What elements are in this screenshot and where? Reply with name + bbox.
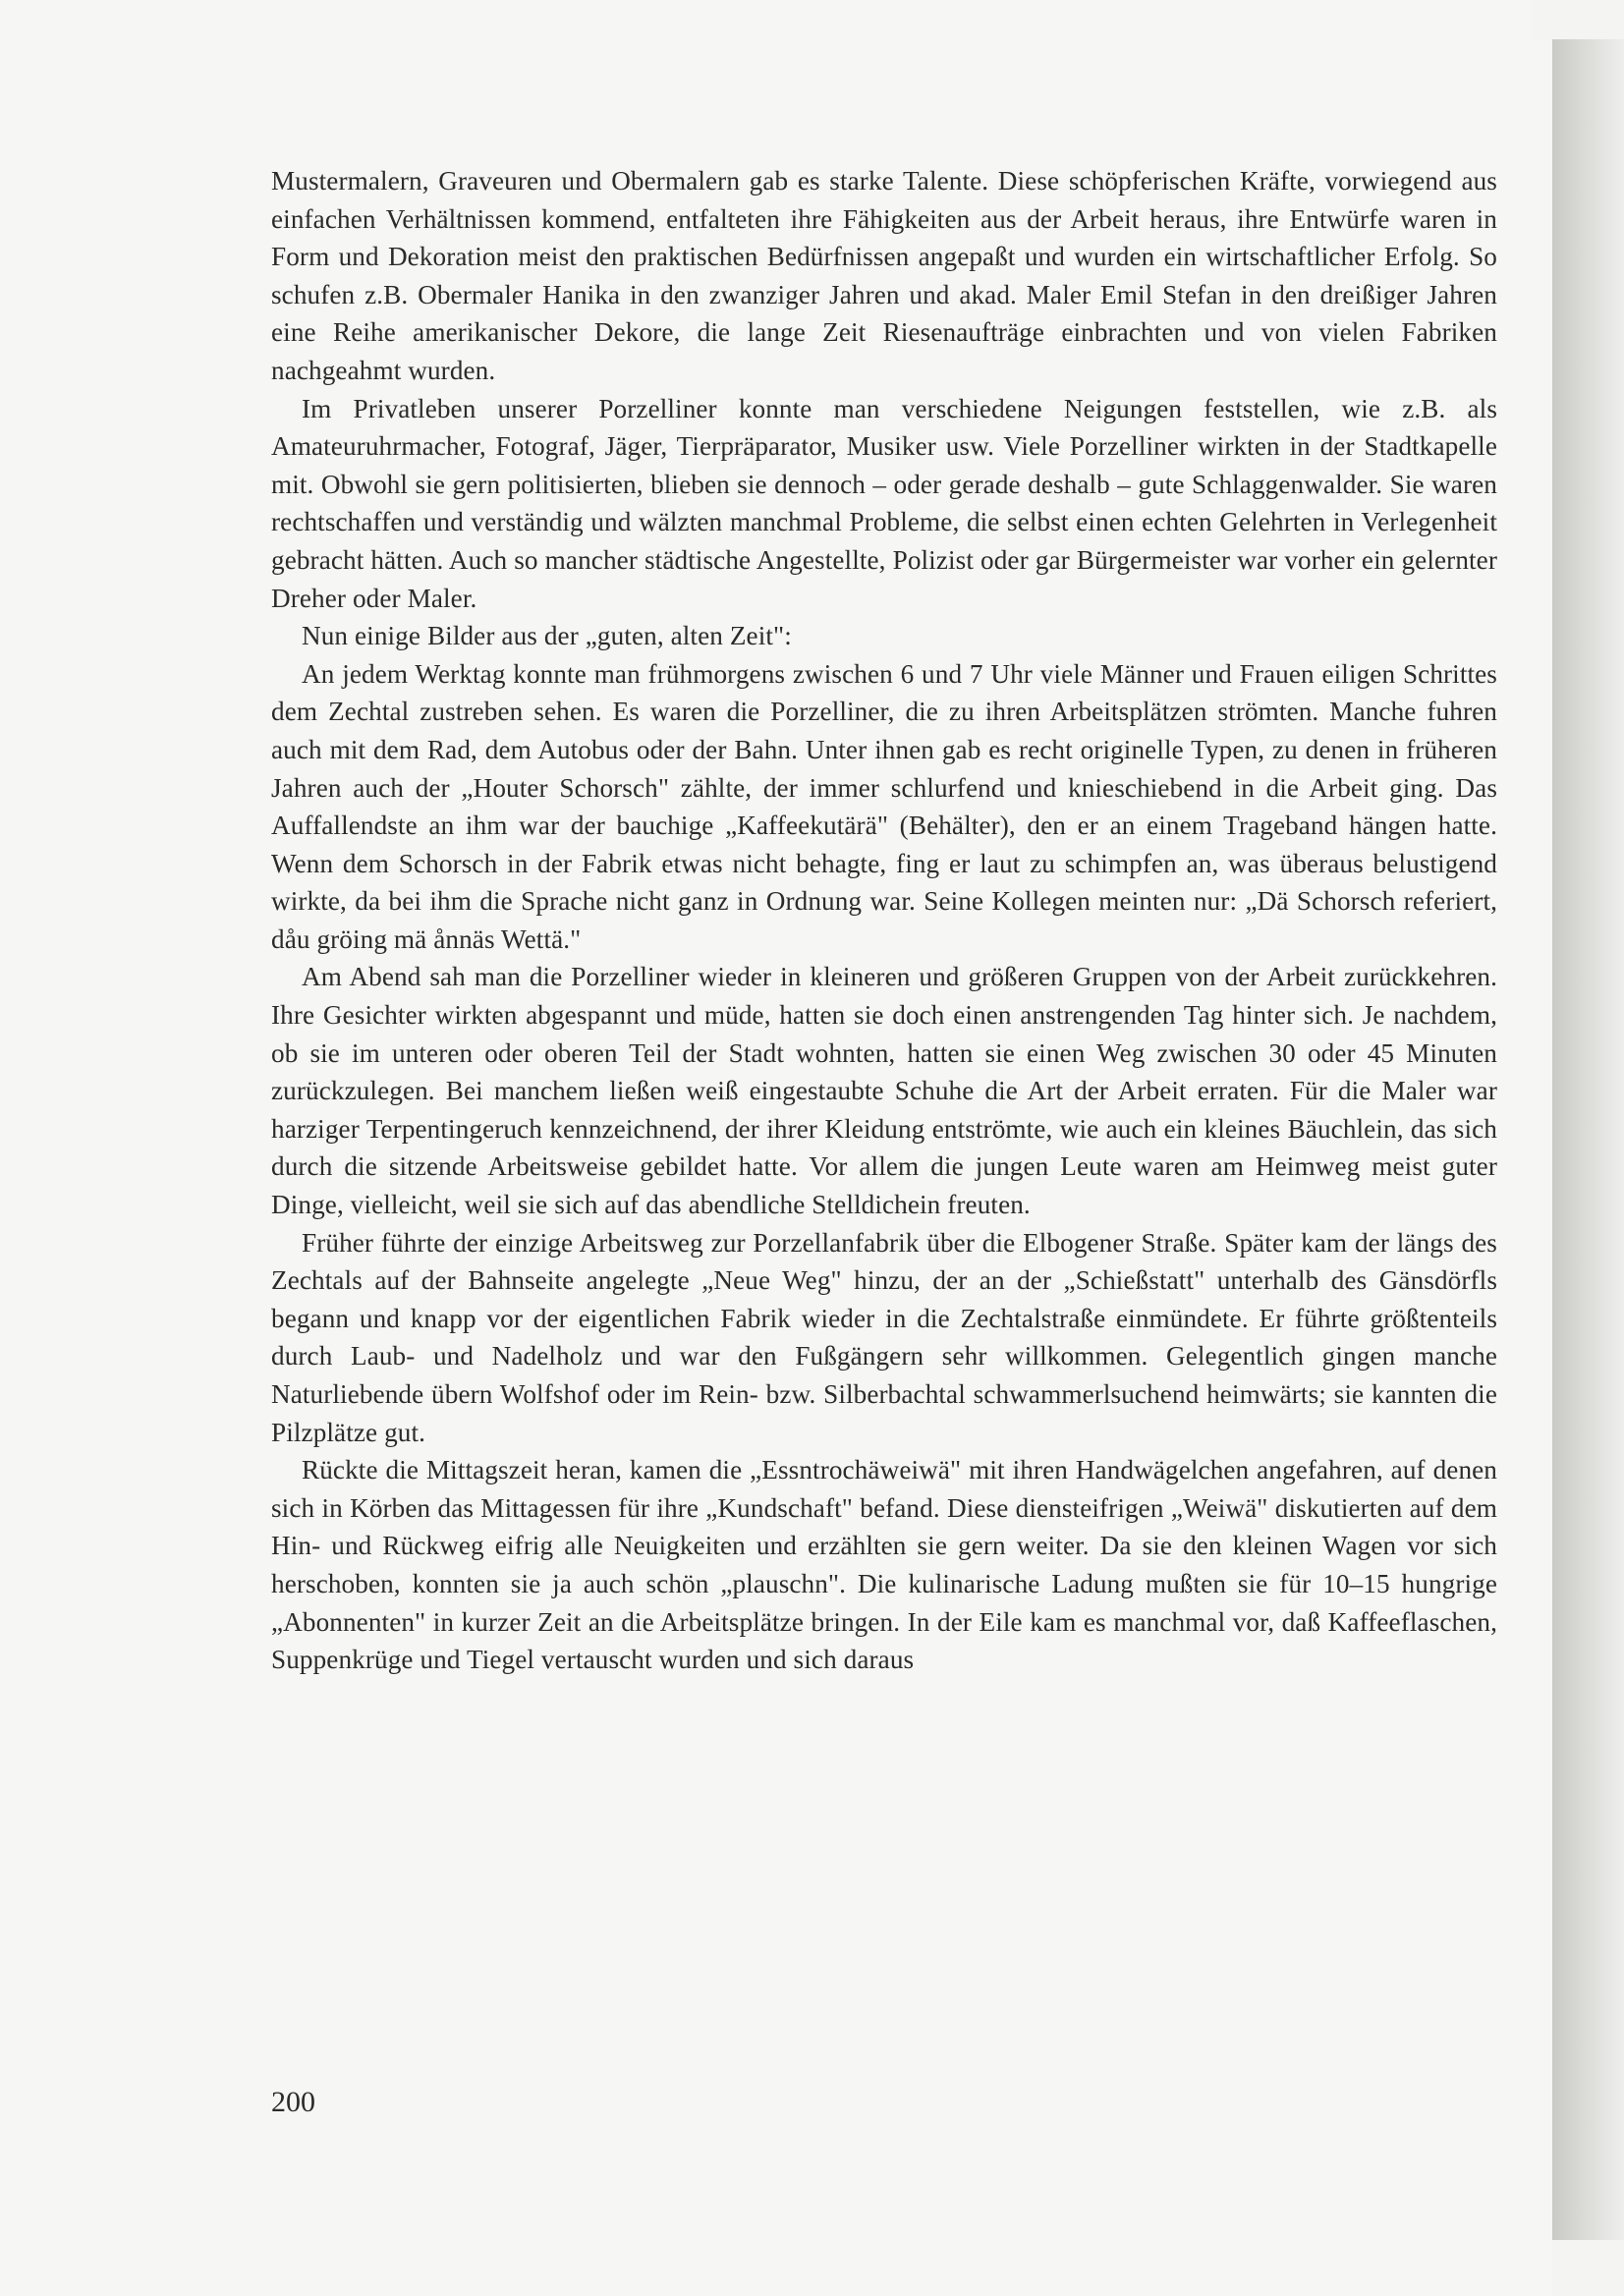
paragraph: Nun einige Bilder aus der „guten, alten Zeit": (302, 621, 792, 651)
paragraph: Am Abend sah man die Porzelliner wieder in kleineren und größeren Gruppen von der Arbeit zurückkehren. Ihre Gesichter wirkten abgespannt und müde, hatten sie doch einen anstrengenden Tag hinter sich. Je nachdem, ob sie im unteren oder oberen Teil der Stadt wohnten, hatten sie einen Weg zwischen 30 oder 45 Minuten zurückzulegen. Bei manchem ließen weiß eingestaubte Schuhe die Art der Arbeit erraten. Für die Maler war harziger Terpentingeruch kennzeichnend, der ihrer Kleidung entströmte, wie auch ein kleines Bäuchlein, das sich durch die sitzende Arbeitsweise gebildet hatte. Vor allem die jungen Leute waren am Heimweg meist guter Dinge, vielleicht, weil sie sich auf das abendliche Stelldichein freuten. (271, 962, 1497, 1220)
scan-margin (1533, 0, 1624, 39)
book-gutter-shadow (1552, 39, 1624, 2240)
paragraph: Rückte die Mittagszeit heran, kamen die „Essntrochäweiwä" mit ihren Handwägelchen angefahren, auf denen sich in Körben das Mittagessen für ihre „Kundschaft" befand. Diese diensteifrigen „Weiwä" diskutierten auf dem Hin- und Rückweg eifrig alle Neuigkeiten und erzählten sie gern weiter. Da sie den kleinen Wagen vor sich herschoben, konnten sie ja auch schön „plauschn". Die kulinarische Ladung mußten sie für 10–15 hungrige „Abonnenten" in kurzer Zeit an die Arbeitsplätze bringen. In der Eile kam es manchmal vor, daß Kaffeeflaschen, Suppenkrüge und Tiegel vertauscht wurden und sich daraus (271, 1455, 1497, 1675)
paragraph: An jedem Werktag konnte man frühmorgens zwischen 6 und 7 Uhr viele Männer und Frauen eiligen Schrittes dem Zechtal zustreben sehen. Es waren die Porzelliner, die zu ihren Arbeitsplätzen strömten. Manche fuhren auch mit dem Rad, dem Autobus oder der Bahn. Unter ihnen gab es recht originelle Typen, zu denen in früheren Jahren auch der „Houter Schorsch" zählte, der immer schlurfend und knieschiebend in die Arbeit ging. Das Auffallendste an ihm war der bauchige „Kaffeekutärä" (Behälter), den er an einem Trageband hängen hatte. Wenn dem Schorsch in der Fabrik etwas nicht behagte, fing er laut zu schimpfen an, was überaus belustigend wirkte, da bei ihm die Sprache nicht ganz in Ordnung war. Seine Kollegen meinten nur: „Dä Schorsch referiert, dåu gröing mä ånnäs Wettä." (271, 658, 1497, 954)
paragraph: Früher führte der einzige Arbeitsweg zur Porzellanfabrik über die Elbogener Straße. Später kam der längs des Zechtals auf der Bahnseite angelegte „Neue Weg" hinzu, der an der „Schießstatt" unterhalb des Gänsdörfls begann und knapp vor der eigentlichen Fabrik wieder in die Zechtalstraße einmündete. Er führte größtenteils durch Laub- und Nadelholz und war den Fußgängern sehr willkommen. Gelegentlich gingen manche Naturliebende übern Wolfshof oder im Rein- bzw. Silberbachtal schwammerlsuchend heimwärts; sie kannten die Pilzplätze gut. (271, 1227, 1497, 1447)
paragraph: Im Privatleben unserer Porzelliner konnte man verschiedene Neigungen feststellen, wie z.B. als Amateuruhrmacher, Fotograf, Jäger, Tierpräparator, Musiker usw. Viele Porzelliner wirkten in der Stadtkapelle mit. Obwohl sie gern politisierten, blieben sie dennoch – oder gerade deshalb – gute Schlaggenwalder. Sie waren rechtschaffen und verständig und wälzten manchmal Probleme, die selbst einen echten Gelehrten in Verlegenheit gebracht hätten. Auch so mancher städtische Angestellte, Polizist oder gar Bürgermeister war vorher ein gelernter Dreher oder Maler. (271, 393, 1497, 613)
page-number: 200 (271, 2086, 315, 2118)
body-text (271, 162, 1497, 1679)
paragraph: Mustermalern, Graveuren und Obermalern gab es starke Talente. Diese schöpferischen Kräfte, vorwiegend aus einfachen Verhältnissen kommend, entfalteten ihre Fähigkeiten aus der Arbeit heraus, ihre Entwürfe waren in Form und Dekoration meist den praktischen Bedürfnissen angepaßt und wurden ein wirtschaftlicher Erfolg. So schufen z.B. Obermaler Hanika in den zwanziger Jahren und akad. Maler Emil Stefan in den dreißiger Jahren eine Reihe amerikanischer Dekore, die lange Zeit Riesenaufträge einbrachten und von vielen Fabriken nachgeahmt wurden. (271, 166, 1497, 385)
